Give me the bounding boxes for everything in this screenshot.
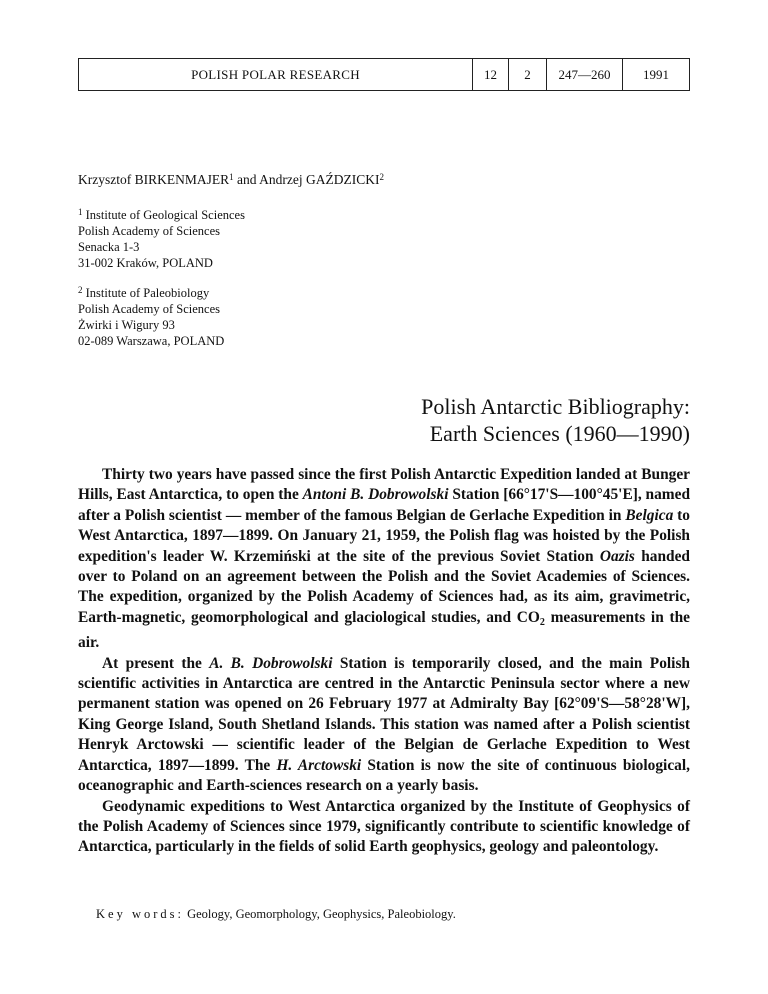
- journal-number: 2: [509, 59, 547, 90]
- affiliation-1-line-3: Senacka 1-3: [78, 240, 140, 254]
- paper-title: [421, 393, 690, 447]
- author-1: Krzysztof BIRKENMAJER: [78, 172, 230, 187]
- author-line: [78, 172, 384, 188]
- keywords-text: Geology, Geomorphology, Geophysics, Paleobiology.: [187, 907, 456, 921]
- p2-station-name-2: H. Arctowski: [276, 756, 362, 774]
- p1-ship-name: Belgica: [625, 506, 674, 524]
- publication-year: 1991: [643, 66, 669, 82]
- author-2-sup: 2: [379, 172, 384, 182]
- title-line-1: Polish Antarctic Bibliography:: [421, 394, 690, 419]
- abstract-body: [78, 465, 690, 858]
- affiliation-1-line-4: 31-002 Kraków, POLAND: [78, 256, 213, 270]
- p1-text-d: handed over to Poland on an agreement between the Polish and the Soviet Academies of Sciences. The expedition, organized by the Polish Academy of Sciences had, as its aim, gravimetric, Earth-magnetic, geomorphological and glaciological studies, and CO: [78, 547, 690, 626]
- journal-volume: 12: [473, 59, 509, 90]
- affiliation-2-line-4: 02-089 Warszawa, POLAND: [78, 334, 225, 348]
- author-2: Andrzej GAŹDZICKI: [259, 172, 380, 187]
- keywords: [96, 907, 456, 922]
- p1-text-b: Station [66°17'S—100°45'E], named after a Polish scientist — member of the famous Belgian de Gerlache Expedition in: [78, 486, 691, 524]
- affiliation-1-line-2: Polish Academy of Sciences: [78, 224, 220, 238]
- paragraph-2: [78, 654, 690, 797]
- journal-header-table: [78, 58, 690, 91]
- title-line-2: Earth Sciences (1960—1990): [429, 421, 690, 446]
- p1-oazis: Oazis: [599, 547, 635, 565]
- paragraph-3: Geodynamic expeditions to West Antarctica organized by the Institute of Geophysics of the Polish Academy of Sciences since 1979, significantly contribute to scientific knowledge of Antarctica, particularly in the fields of solid Earth geophysics, geology and paleontology.: [78, 797, 690, 856]
- affiliation-2: [78, 282, 224, 349]
- page-range: 247—260: [547, 59, 623, 90]
- p1-text-e: measurements in the air.: [78, 608, 691, 652]
- p1-station-name: Antoni B. Dobrowolski: [302, 486, 449, 504]
- p2-text-c: Station is now the site of continuous biological, oceanographic and Earth-sciences research on a yearly basis.: [78, 756, 690, 795]
- author-conjunction: and: [237, 172, 257, 187]
- affiliation-2-sup: 2: [78, 285, 83, 295]
- p2-text-b: Station is temporarily closed, and the main Polish scientific activities in Antarctica are centred in the Antarctic Peninsula sector where a new permanent station was opened on 26 February 1977 at Admiralty Bay [62°09'S—58°28'W], King George Island, South Shetland Islands. This station was named after a Polish scientist Henryk Arctowski — scientific leader of the Belgian de Gerlache Expedition to West Antarctica, 1897—1899. The: [78, 654, 690, 774]
- author-1-sup: 1: [229, 172, 234, 182]
- affiliation-2-line-3: Żwirki i Wigury 93: [78, 318, 175, 332]
- affiliation-2-line-1: Institute of Paleobiology: [85, 286, 210, 300]
- paragraph-1: [78, 465, 690, 654]
- p2-station-name: A. B. Dobrowolski: [209, 654, 333, 672]
- p2-text-a: At present the: [102, 654, 210, 672]
- affiliation-1: [78, 204, 245, 271]
- p1-subscript: 2: [539, 616, 545, 628]
- p1-text-a: Thirty two years have passed since the first Polish Antarctic Expedition landed at Bunger Hills, East Antarctica, to open the: [78, 466, 690, 504]
- affiliation-1-sup: 1: [78, 207, 83, 217]
- affiliation-1-line-1: Institute of Geological Sciences: [85, 208, 245, 222]
- keywords-label: Key words:: [96, 907, 184, 921]
- p1-text-c: to West Antarctica, 1897—1899. On January 21, 1959, the Polish flag was hoisted by the Polish expedition's leader W. Krzemiński at the site of the previous Soviet Station: [78, 506, 690, 565]
- journal-name: POLISH POLAR RESEARCH: [79, 59, 473, 90]
- affiliation-2-line-2: Polish Academy of Sciences: [78, 302, 220, 316]
